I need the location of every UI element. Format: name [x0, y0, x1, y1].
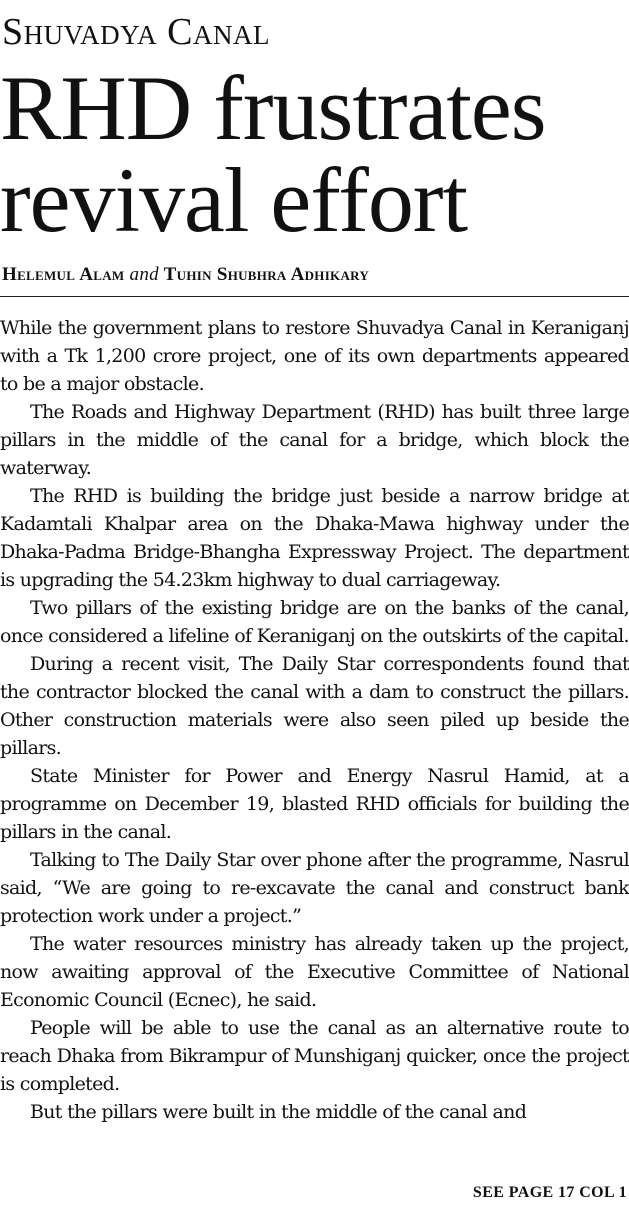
- byline-author-1: Helemul Alam: [2, 264, 125, 285]
- byline-conjunction: and: [129, 264, 159, 285]
- article-paragraph: State Minister for Power and Energy Nasrul Hamid, at a programme on December 19, blasted RHD officials for building the pillars in the canal.: [0, 765, 629, 843]
- section-kicker: Shuvadya Canal: [2, 11, 270, 53]
- byline-divider: [0, 296, 629, 297]
- article-paragraph: While the government plans to restore Shuvadya Canal in Keraniganj with a Tk 1,200 crore project, one of its own departments appeared to be a major obstacle.: [0, 317, 629, 395]
- article-paragraph: The water resources ministry has already taken up the project, now awaiting approval of the Executive Committee of National Economic Council (Ecnec), he said.: [0, 933, 629, 1011]
- article-paragraph: The Roads and Highway Department (RHD) has built three large pillars in the middle of the canal for a bridge, which block the waterway.: [0, 401, 629, 479]
- byline-author-2: Tuhin Shubhra Adhikary: [163, 264, 370, 285]
- byline: [2, 264, 369, 286]
- headline-line-1: RHD frustrates: [0, 57, 546, 159]
- article-paragraph: Talking to The Daily Star over phone after the programme, Nasrul said, “We are going to re-excavate the canal and construct bank protection work under a project.”: [0, 849, 629, 927]
- continuation-jump-line: SEE PAGE 17 COL 1: [472, 1184, 627, 1201]
- article-paragraph: During a recent visit, The Daily Star correspondents found that the contractor blocked the canal with a dam to construct the pillars. Other construction materials were also seen piled up beside the pillars.: [0, 653, 629, 759]
- article-paragraph: People will be able to use the canal as an alternative route to reach Dhaka from Bikrampur of Munshiganj quicker, once the project is completed.: [0, 1017, 629, 1095]
- article-paragraph: But the pillars were built in the middle of the canal and: [30, 1101, 527, 1123]
- headline: [0, 57, 546, 251]
- article-paragraph: Two pillars of the existing bridge are on the banks of the canal, once considered a lifeline of Keraniganj on the outskirts of the capital.: [0, 597, 629, 647]
- headline-line-2: revival effort: [0, 149, 468, 251]
- article-body: [0, 314, 629, 1126]
- article-paragraph: The RHD is building the bridge just beside a narrow bridge at Kadamtali Khalpar area on the Dhaka-Mawa highway under the Dhaka-Padma Bridge-Bhangha Expressway Project. The department is upgrading the 54.23km highway to dual carriageway.: [0, 485, 629, 591]
